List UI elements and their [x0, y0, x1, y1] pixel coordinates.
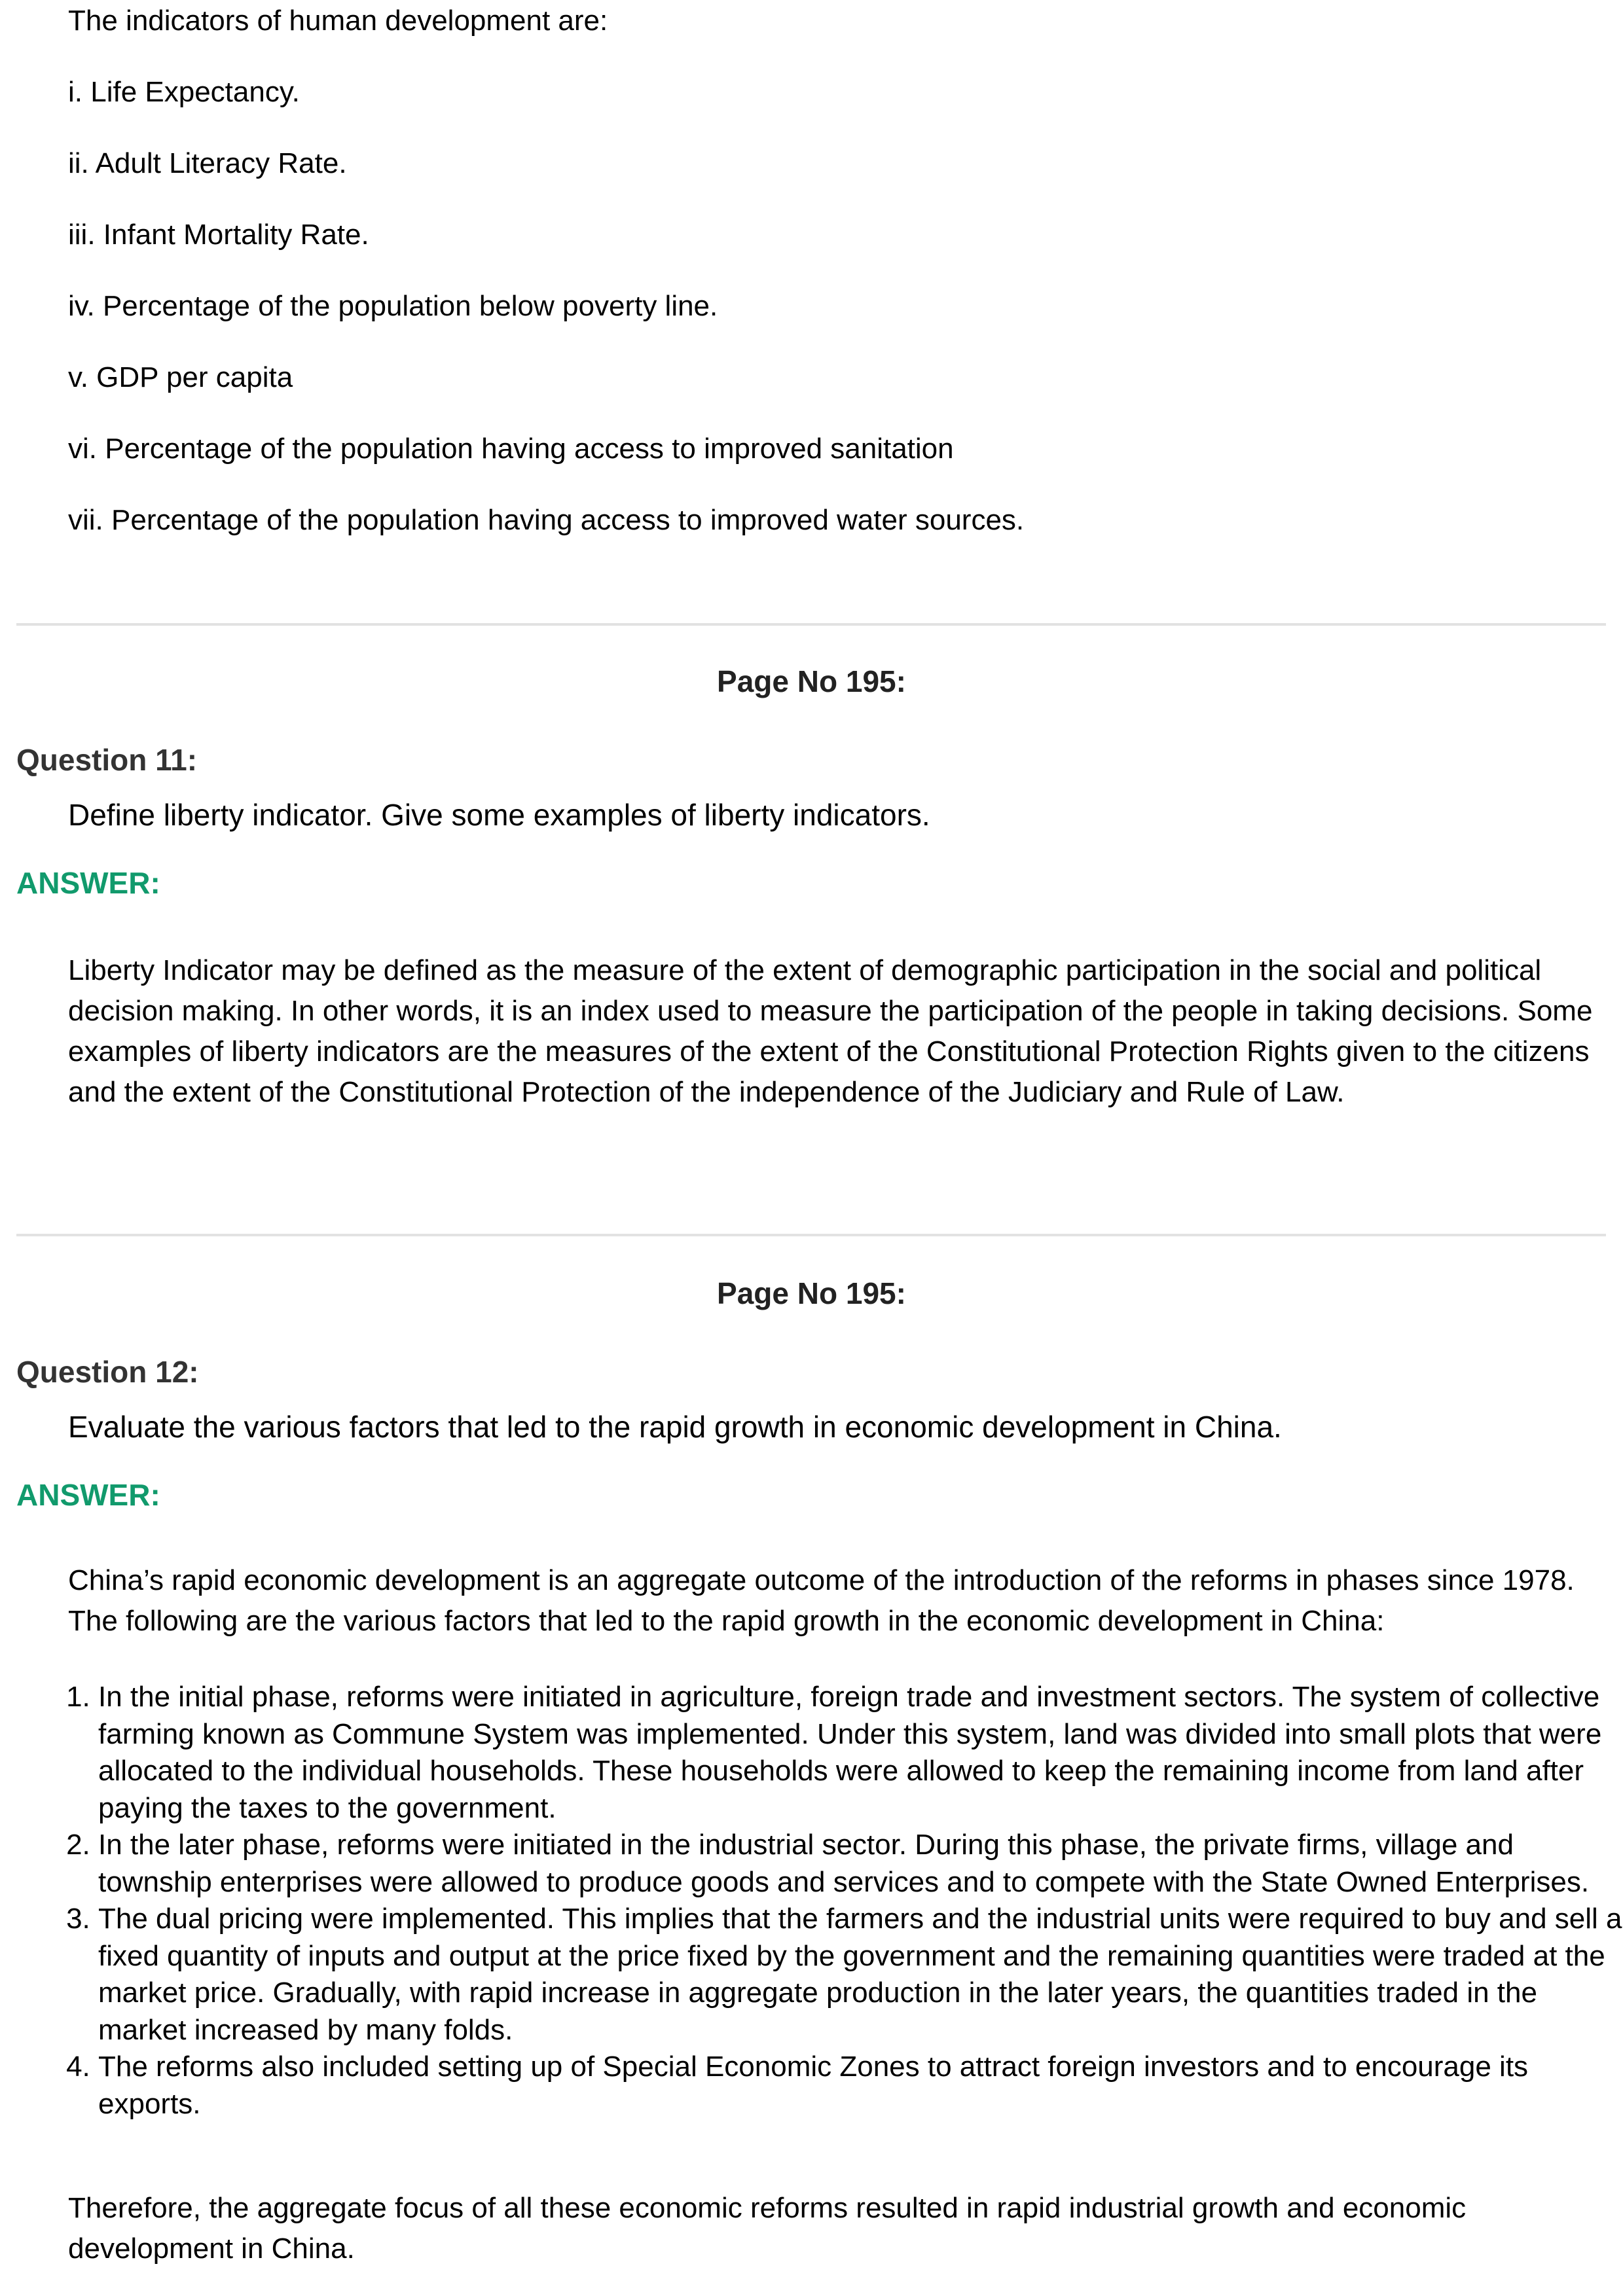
question-text: Evaluate the various factors that led to the rapid growth in economic development in China. — [68, 1410, 1282, 1444]
indicator-item: i. Life Expectancy. — [68, 76, 300, 108]
indicator-item: iv. Percentage of the population below poverty line. — [68, 290, 718, 322]
answer-label: ANSWER: — [16, 1478, 160, 1512]
answer-point: 1. In the initial phase, reforms were initiated in agriculture, foreign trade and investment sectors. The system of collective farming known as Commune System was implemented. Under this system, land was divided into small plots that were allocated to the individual households. These households were allowed to keep the remaining income from land after paying the taxes to the government. — [98, 1679, 1623, 1827]
indicator-item: vi. Percentage of the population having access to improved sanitation — [68, 433, 954, 465]
indicator-item: vii. Percentage of the population having access to improved water sources. — [68, 504, 1025, 536]
answer-point: 3. The dual pricing were implemented. This implies that the farmers and the industrial units were required to buy and sell a fixed quantity of inputs and output at the price fixed by the government and the remaining quantities were traded at the market price. Gradually, with rapid increase in aggregate production in the later years, the quantities traded in the market increased by many folds. — [98, 1901, 1623, 2049]
answer-point: 4. The reforms also included setting up of Special Economic Zones to attract foreign investors and to encourage its exports. — [98, 2049, 1623, 2123]
intro-heading: The indicators of human development are: — [68, 5, 608, 37]
answer-point: 2. In the later phase, reforms were initiated in the industrial sector. During this phase, the private firms, village and township enterprises were allowed to produce goods and services and to compete with the State Owned Enterprises. — [98, 1827, 1623, 1901]
section-divider — [16, 623, 1606, 626]
answer-paragraph: Liberty Indicator may be defined as the measure of the extent of demographic participation in the social and political decision making. In other words, it is an index used to measure the participation of the people in taking decisions. Some examples of liberty indicators are the measures of the extent of the Constitutional Protection Rights given to the citizens and the extent of the Constitutional Protection of the independence of the Judiciary and Rule of Law. — [68, 954, 1593, 1108]
answer-label: ANSWER: — [16, 866, 160, 900]
section-divider — [16, 1234, 1606, 1236]
indicator-item: v. GDP per capita — [68, 361, 293, 393]
indicator-item: iii. Infant Mortality Rate. — [68, 219, 369, 251]
page-number: Page No 195: — [717, 1276, 906, 1310]
answer-points-list — [68, 1679, 1623, 2123]
question-title: Question 12: — [16, 1355, 199, 1389]
indicator-item: ii. Adult Literacy Rate. — [68, 147, 347, 179]
answer-intro: China’s rapid economic development is an aggregate outcome of the introduction of the reforms in phases since 1978. The following are the various factors that led to the rapid growth in the economic development in China: — [68, 1564, 1575, 1637]
question-text: Define liberty indicator. Give some examples of liberty indicators. — [68, 798, 930, 832]
answer-conclusion: Therefore, the aggregate focus of all these economic reforms resulted in rapid industrial growth and economic development in China. — [68, 2192, 1467, 2265]
page-number: Page No 195: — [717, 664, 906, 698]
question-title: Question 11: — [16, 743, 198, 777]
